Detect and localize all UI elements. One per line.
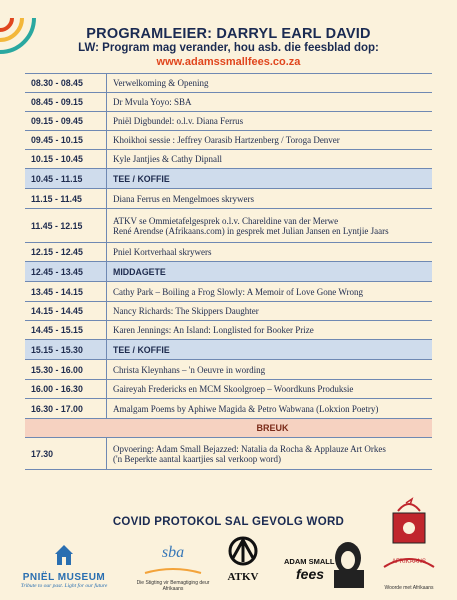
pniel-museum-logo (14, 545, 114, 589)
schedule-row (25, 150, 432, 169)
session-time: 09.15 - 09.45 (25, 112, 107, 130)
woordfees-logo (376, 497, 442, 595)
schedule-row (25, 282, 432, 302)
session-time (25, 419, 107, 437)
session-description (107, 380, 432, 398)
session-description (107, 399, 432, 418)
session-time: 15.15 - 15.30 (25, 340, 107, 359)
session-line: TEE / KOFFIE (113, 344, 170, 355)
schedule-row (25, 209, 432, 243)
session-line: Gaireyah Fredericks en MCM Skoolgroep – Woordkuns Produksie (113, 384, 354, 394)
session-description (107, 438, 432, 469)
woordfees-tagline: Woorde met Afrikaans (384, 585, 434, 591)
session-description (107, 150, 432, 168)
session-line: Nancy Richards: The Skippers Daughter (113, 306, 259, 316)
session-time: 09.45 - 10.15 (25, 131, 107, 149)
website-link[interactable]: www.adamssmallfees.co.za (156, 56, 301, 68)
session-time: 12.45 - 13.45 (25, 262, 107, 281)
session-line: Christa Kleynhans – 'n Oeuvre in wording (113, 364, 266, 375)
session-time: 10.15 - 10.45 (25, 150, 107, 168)
session-line: TEE / KOFFIE (113, 173, 170, 184)
schedule-row (25, 360, 432, 380)
sba-name: sba (161, 544, 185, 561)
schedule-row (25, 112, 432, 131)
session-description (107, 321, 432, 339)
session-time: 17.30 (25, 438, 107, 469)
schedule-row (25, 399, 432, 419)
adam-small-text: ADAM SMALL (284, 557, 335, 566)
session-description (107, 93, 432, 111)
session-line: René Arendse (Afrikaans.com) in gesprek met Julian Jansen en Lyntjie Jaars (113, 225, 389, 236)
sba-tagline: Die Stigting vir Bemagtiging deur Afrikaans (136, 580, 210, 592)
schedule-row (25, 321, 432, 340)
session-line: Diana Ferrus en Mengelmoes skrywers (113, 193, 254, 204)
session-line: BREUK (256, 423, 289, 433)
session-time: 08.30 - 08.45 (25, 74, 107, 92)
session-description (107, 112, 432, 130)
schedule-row (25, 243, 432, 262)
session-line: MIDDAGETE (113, 266, 166, 277)
session-line: ATKV se Ommietafelgesprek o.l.v. Chareldine van der Merwe (113, 215, 339, 226)
session-line: Kyle Jantjies & Cathy Dipnall (113, 154, 222, 164)
session-line: Dr Mvula Yoyo: SBA (113, 97, 192, 107)
session-line: Verwelkoming & Opening (113, 78, 209, 88)
fees-text: fees (296, 566, 325, 582)
session-description (107, 169, 432, 188)
session-time: 16.30 - 17.00 (25, 399, 107, 418)
atkv-name: ATKV (227, 571, 259, 583)
program-leader-title: PROGRAMLEIER: DARRYL EARL DAVID (86, 26, 371, 42)
adam-small-fees-logo (282, 540, 368, 588)
session-line: Cathy Park – Boiling a Frog Slowly: A Memoir of Love Gone Wrong (113, 286, 363, 297)
schedule-row (25, 93, 432, 112)
session-description (107, 131, 432, 149)
session-line: Karen Jennings: An Island: Longlisted for Booker Prize (113, 325, 314, 335)
session-line: Amalgam Poems by Aphiwe Magida & Petro Wabwana (Lokxion Poetry) (113, 403, 379, 414)
session-time: 12.15 - 12.45 (25, 243, 107, 261)
schedule-row (25, 419, 432, 438)
schedule-row (25, 189, 432, 209)
atkv-logo (220, 536, 266, 583)
session-time: 10.45 - 11.15 (25, 169, 107, 188)
session-time: 13.45 - 14.15 (25, 282, 107, 301)
session-line: ('n Beperkte aantal kaartjies sal verkoop word) (113, 453, 282, 464)
session-time: 14.15 - 14.45 (25, 302, 107, 320)
woordfees-emblem-icon (376, 497, 442, 587)
schedule-row (25, 262, 432, 282)
schedule-row (25, 169, 432, 189)
covid-notice: COVID PROTOKOL SAL GEVOLG WORD (112, 516, 345, 528)
schedule-row (25, 438, 432, 470)
sba-logo (128, 544, 218, 592)
session-time: 08.45 - 09.15 (25, 93, 107, 111)
session-description (107, 360, 432, 379)
session-time: 11.45 - 12.15 (25, 209, 107, 242)
session-description (107, 302, 432, 320)
svg-text:AFRIKAANS: AFRIKAANS (391, 559, 427, 565)
session-line: Opvoering: Adam Small Bejazzed: Natalia da Rocha & Applauze Art Orkes (113, 443, 386, 454)
schedule-row (25, 302, 432, 321)
pniel-museum-name: PNIËL MUSEUM (22, 572, 106, 583)
session-description (107, 340, 432, 359)
pniel-museum-tagline: Tribute to our past. Light for our future (20, 583, 108, 589)
schedule-row (25, 340, 432, 360)
church-icon (51, 545, 77, 567)
schedule-row (25, 74, 432, 93)
session-description (107, 74, 432, 92)
session-time: 16.00 - 16.30 (25, 380, 107, 398)
session-time: 11.15 - 11.45 (25, 189, 107, 208)
session-line: Pniël Digbundel: o.l.v. Diana Ferrus (113, 116, 244, 126)
session-time: 14.45 - 15.15 (25, 321, 107, 339)
session-description (107, 282, 432, 301)
schedule-table (25, 73, 432, 470)
session-description (107, 209, 432, 242)
program-notice: LW: Program mag verander, hou asb. die feesblad dop: (78, 42, 379, 54)
schedule-row (25, 380, 432, 399)
schedule-row (25, 131, 432, 150)
session-line: Pniel Kortverhaal skrywers (113, 247, 212, 257)
atkv-emblem-icon (225, 536, 261, 566)
session-description (107, 189, 432, 208)
session-description (107, 262, 432, 281)
session-description (107, 419, 432, 437)
session-description (107, 243, 432, 261)
session-time: 15.30 - 16.00 (25, 360, 107, 379)
sba-swoosh-icon (143, 567, 203, 575)
session-line: Khoikhoi sessie : Jeffrey Oarasib Hartzenberg / Toroga Denver (113, 135, 340, 145)
